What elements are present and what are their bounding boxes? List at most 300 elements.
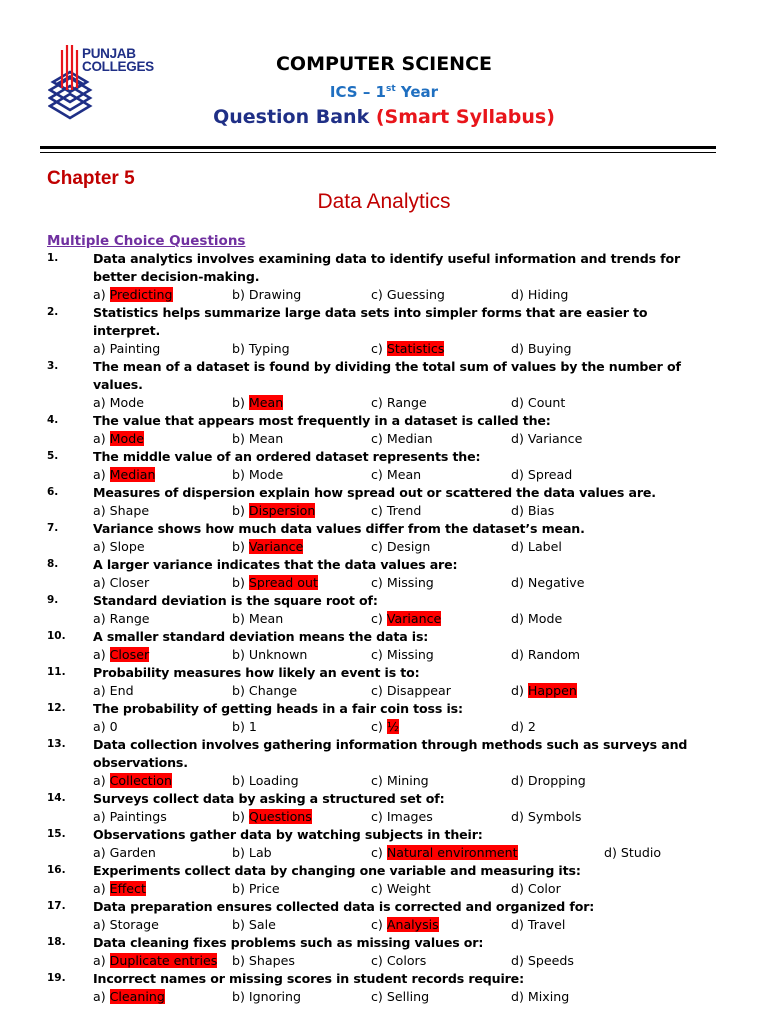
option-letter: d) <box>511 287 528 302</box>
option-d <box>511 880 561 898</box>
option-letter: c) <box>371 647 387 662</box>
option-letter: d) <box>604 845 621 860</box>
option-d <box>511 916 565 934</box>
question-number: 18. <box>47 936 66 948</box>
option-letter: c) <box>371 719 387 734</box>
option-letter: b) <box>232 575 249 590</box>
option-letter: b) <box>232 611 249 626</box>
question-number: 6. <box>47 486 59 498</box>
question-number: 12. <box>47 702 66 714</box>
option-letter: b) <box>232 395 249 410</box>
question-text: The value that appears most frequently in a dataset is called the: <box>93 413 551 428</box>
question-text: Data analytics involves examining data to identify useful information and trends for better decision-making. <box>93 251 681 284</box>
option-text: Negative <box>527 575 585 590</box>
option-text: Change <box>248 683 298 698</box>
option-letter: a) <box>93 575 110 590</box>
option-d <box>511 808 581 826</box>
section-heading: Multiple Choice Questions <box>47 233 246 249</box>
option-text: Spread <box>527 467 573 482</box>
question-number: 8. <box>47 558 59 570</box>
option-a <box>93 844 156 862</box>
option-b <box>232 466 283 484</box>
question-number: 13. <box>47 738 66 750</box>
option-text: Ignoring <box>248 989 301 1004</box>
option-text: Sale <box>248 917 276 932</box>
option-text: Studio <box>620 845 662 860</box>
question-item <box>0 412 768 448</box>
option-text: Price <box>248 881 280 896</box>
option-letter: c) <box>371 431 387 446</box>
question-number: 14. <box>47 792 66 804</box>
option-c <box>371 502 421 520</box>
option-letter: c) <box>371 467 387 482</box>
option-letter: a) <box>93 719 110 734</box>
correct-answer-highlight: Cleaning <box>109 989 165 1004</box>
option-a <box>93 916 159 934</box>
option-letter: b) <box>232 287 249 302</box>
option-text: Mean <box>248 431 284 446</box>
option-text: Mode <box>527 611 563 626</box>
option-b <box>232 682 297 700</box>
option-c <box>371 772 429 790</box>
correct-answer-highlight: Mean <box>248 395 284 410</box>
option-letter: a) <box>93 683 110 698</box>
option-text: 2 <box>527 719 536 734</box>
option-letter: c) <box>371 575 387 590</box>
option-b <box>232 430 283 448</box>
question-text: Incorrect names or missing scores in student records require: <box>93 971 524 986</box>
question-text: Surveys collect data by asking a structured set of: <box>93 791 445 806</box>
option-letter: a) <box>93 341 110 356</box>
option-a <box>93 646 149 664</box>
option-b <box>232 808 312 826</box>
option-text: Range <box>109 611 150 626</box>
option-b <box>232 952 295 970</box>
option-c <box>371 646 434 664</box>
chapter-label: Chapter 5 <box>47 168 135 189</box>
subtitle-prefix: ICS – 1 <box>329 83 386 101</box>
option-text: Garden <box>109 845 156 860</box>
option-text: Hiding <box>527 287 569 302</box>
question-number: 3. <box>47 360 59 372</box>
options-row <box>0 772 768 790</box>
option-c <box>371 682 451 700</box>
option-letter: a) <box>93 395 110 410</box>
option-text: Images <box>386 809 433 824</box>
option-text: Guessing <box>386 287 445 302</box>
option-letter: a) <box>93 539 110 554</box>
option-a <box>93 574 149 592</box>
option-letter: b) <box>232 845 249 860</box>
subtitle-superscript: st <box>385 84 396 94</box>
option-text: Label <box>527 539 562 554</box>
option-letter: b) <box>232 809 249 824</box>
header-divider-thin <box>40 152 716 153</box>
question-text: Statistics helps summarize large data sets into simpler forms that are easier to interpret. <box>93 305 648 338</box>
logo-text-line1: PUNJAB <box>82 46 136 61</box>
option-a <box>93 988 165 1006</box>
option-b <box>232 844 272 862</box>
correct-answer-highlight: Natural environment <box>386 845 518 860</box>
question-number: 11. <box>47 666 66 678</box>
option-c <box>371 844 518 862</box>
options-row <box>0 574 768 592</box>
option-c <box>371 808 433 826</box>
option-letter: c) <box>371 611 387 626</box>
question-number: 17. <box>47 900 66 912</box>
option-c <box>371 988 429 1006</box>
option-text: Closer <box>109 575 150 590</box>
option-letter: c) <box>371 503 387 518</box>
options-row <box>0 538 768 556</box>
question-text: The middle value of an ordered dataset represents the: <box>93 449 481 464</box>
option-a <box>93 286 173 304</box>
option-a <box>93 502 149 520</box>
option-letter: d) <box>511 341 528 356</box>
header-divider-thick <box>40 146 716 149</box>
option-letter: b) <box>232 773 249 788</box>
option-text: Speeds <box>527 953 574 968</box>
option-a <box>93 880 146 898</box>
options-row <box>0 610 768 628</box>
option-d <box>511 466 572 484</box>
option-c <box>371 880 431 898</box>
option-c <box>371 610 441 628</box>
option-letter: a) <box>93 287 110 302</box>
option-letter: d) <box>511 683 528 698</box>
question-item <box>0 898 768 934</box>
option-b <box>232 880 280 898</box>
option-text: Shapes <box>248 953 295 968</box>
option-text: Selling <box>386 989 430 1004</box>
option-text: Variance <box>527 431 583 446</box>
option-text: Disappear <box>386 683 451 698</box>
question-item <box>0 736 768 790</box>
option-text: Bias <box>527 503 555 518</box>
option-d <box>511 502 554 520</box>
option-letter: d) <box>511 575 528 590</box>
options-row <box>0 718 768 736</box>
option-letter: d) <box>511 953 528 968</box>
option-d <box>511 610 562 628</box>
option-letter: c) <box>371 287 387 302</box>
question-number: 7. <box>47 522 59 534</box>
question-number: 19. <box>47 972 66 984</box>
option-text: Symbols <box>527 809 582 824</box>
option-letter: b) <box>232 989 249 1004</box>
option-letter: a) <box>93 917 110 932</box>
option-letter: a) <box>93 431 110 446</box>
option-text: Mode <box>109 395 144 410</box>
qbank-label: Question Bank <box>213 106 376 128</box>
option-b <box>232 718 257 736</box>
option-letter: d) <box>511 719 528 734</box>
option-a <box>93 952 217 970</box>
question-number: 2. <box>47 306 59 318</box>
correct-answer-highlight: Questions <box>248 809 312 824</box>
option-letter: d) <box>511 539 528 554</box>
question-number: 10. <box>47 630 66 642</box>
option-letter: d) <box>511 917 528 932</box>
option-text: Color <box>527 881 561 896</box>
option-text: Drawing <box>248 287 302 302</box>
option-d <box>511 952 574 970</box>
option-letter: b) <box>232 341 249 356</box>
question-text: The probability of getting heads in a fair coin toss is: <box>93 701 463 716</box>
option-d <box>511 682 577 700</box>
option-letter: b) <box>232 917 249 932</box>
question-text: Experiments collect data by changing one variable and measuring its: <box>93 863 581 878</box>
option-d <box>511 772 586 790</box>
correct-answer-highlight: Variance <box>248 539 304 554</box>
question-list <box>0 250 768 1006</box>
option-letter: a) <box>93 989 110 1004</box>
option-d <box>511 718 536 736</box>
option-d <box>511 340 571 358</box>
question-item <box>0 592 768 628</box>
option-text: Count <box>527 395 566 410</box>
option-text: 0 <box>109 719 118 734</box>
option-d <box>511 286 568 304</box>
options-row <box>0 646 768 664</box>
options-row <box>0 466 768 484</box>
option-d <box>511 430 582 448</box>
option-text: Loading <box>248 773 299 788</box>
option-letter: c) <box>371 773 387 788</box>
question-text: Data preparation ensures collected data is corrected and organized for: <box>93 899 595 914</box>
option-letter: d) <box>511 395 528 410</box>
options-row <box>0 988 768 1006</box>
option-text: Unknown <box>248 647 308 662</box>
option-letter: a) <box>93 953 110 968</box>
option-text: 1 <box>248 719 257 734</box>
correct-answer-highlight: Closer <box>109 647 150 662</box>
option-letter: c) <box>371 539 387 554</box>
question-item <box>0 448 768 484</box>
options-row <box>0 880 768 898</box>
subtitle-suffix: Year <box>395 83 439 101</box>
option-letter: b) <box>232 719 249 734</box>
option-letter: a) <box>93 881 110 896</box>
option-text: Missing <box>386 575 434 590</box>
option-letter: d) <box>511 989 528 1004</box>
option-letter: b) <box>232 881 249 896</box>
option-text: Dropping <box>527 773 586 788</box>
question-text: Measures of dispersion explain how spread out or scattered the data values are. <box>93 485 656 500</box>
option-letter: b) <box>232 683 249 698</box>
document-title: COMPUTER SCIENCE <box>275 53 493 75</box>
question-item <box>0 862 768 898</box>
option-letter: a) <box>93 809 110 824</box>
options-row <box>0 682 768 700</box>
option-text: Buying <box>527 341 572 356</box>
correct-answer-highlight: Dispersion <box>248 503 316 518</box>
option-d <box>511 988 569 1006</box>
option-letter: d) <box>511 773 528 788</box>
option-letter: d) <box>511 503 528 518</box>
option-letter: c) <box>371 845 387 860</box>
question-text: Observations gather data by watching subjects in their: <box>93 827 483 842</box>
option-letter: d) <box>511 431 528 446</box>
option-letter: a) <box>93 647 110 662</box>
option-letter: a) <box>93 773 110 788</box>
question-item <box>0 934 768 970</box>
option-letter: c) <box>371 341 387 356</box>
question-text: Probability measures how likely an event is to: <box>93 665 420 680</box>
option-b <box>232 772 299 790</box>
options-row <box>0 286 768 304</box>
question-text: Standard deviation is the square root of: <box>93 593 378 608</box>
option-letter: b) <box>232 467 249 482</box>
option-a <box>93 718 118 736</box>
question-item <box>0 556 768 592</box>
option-text: Weight <box>386 881 431 896</box>
correct-answer-highlight: Analysis <box>386 917 439 932</box>
option-text: Lab <box>248 845 272 860</box>
option-b <box>232 538 303 556</box>
document-subtitle <box>0 83 768 101</box>
option-letter: c) <box>371 953 387 968</box>
option-b <box>232 340 290 358</box>
question-item <box>0 826 768 862</box>
option-a <box>93 466 155 484</box>
option-c <box>371 952 426 970</box>
option-d <box>511 394 565 412</box>
option-a <box>93 340 160 358</box>
option-text: Design <box>386 539 431 554</box>
question-item <box>0 250 768 304</box>
option-c <box>371 718 399 736</box>
option-letter: d) <box>511 647 528 662</box>
options-row <box>0 502 768 520</box>
correct-answer-highlight: Collection <box>109 773 172 788</box>
option-text: End <box>109 683 134 698</box>
option-text: Painting <box>109 341 161 356</box>
options-row <box>0 952 768 970</box>
correct-answer-highlight: Mode <box>109 431 144 446</box>
option-text: Missing <box>386 647 434 662</box>
option-text: Range <box>386 395 427 410</box>
question-text: A larger variance indicates that the data values are: <box>93 557 458 572</box>
option-text: Mean <box>386 467 422 482</box>
option-c <box>371 574 434 592</box>
option-text: Random <box>527 647 581 662</box>
question-number: 4. <box>47 414 59 426</box>
option-text: Trend <box>386 503 422 518</box>
question-number: 16. <box>47 864 66 876</box>
option-text: Mode <box>248 467 284 482</box>
option-c <box>371 394 427 412</box>
option-a <box>93 682 134 700</box>
correct-answer-highlight: Happen <box>527 683 577 698</box>
option-letter: a) <box>93 845 110 860</box>
question-text: A smaller standard deviation means the data is: <box>93 629 429 644</box>
option-letter: b) <box>232 647 249 662</box>
option-d <box>511 538 562 556</box>
option-text: Storage <box>109 917 159 932</box>
option-b <box>232 610 283 628</box>
option-text: Slope <box>109 539 145 554</box>
option-text: Mining <box>386 773 429 788</box>
question-bank-heading <box>0 106 768 128</box>
option-d <box>511 646 580 664</box>
option-a <box>93 394 144 412</box>
option-letter: c) <box>371 809 387 824</box>
question-text: Variance shows how much data values differ from the dataset’s mean. <box>93 521 585 536</box>
question-item <box>0 304 768 358</box>
option-c <box>371 538 430 556</box>
question-number: 5. <box>47 450 59 462</box>
option-text: Mixing <box>527 989 570 1004</box>
option-b <box>232 916 276 934</box>
option-text: Travel <box>527 917 566 932</box>
question-item <box>0 664 768 700</box>
option-letter: c) <box>371 881 387 896</box>
option-c <box>371 916 439 934</box>
option-letter: c) <box>371 917 387 932</box>
option-c <box>371 466 421 484</box>
option-letter: d) <box>511 809 528 824</box>
correct-answer-highlight: Effect <box>109 881 146 896</box>
option-letter: a) <box>93 611 110 626</box>
option-d <box>511 574 584 592</box>
options-row <box>0 394 768 412</box>
option-text: Shape <box>109 503 150 518</box>
correct-answer-highlight: Variance <box>386 611 442 626</box>
options-row <box>0 430 768 448</box>
option-letter: b) <box>232 539 249 554</box>
options-row <box>0 808 768 826</box>
option-b <box>232 286 301 304</box>
option-a <box>93 772 172 790</box>
option-letter: a) <box>93 467 110 482</box>
question-item <box>0 520 768 556</box>
question-item <box>0 970 768 1006</box>
option-text: Paintings <box>109 809 167 824</box>
option-letter: b) <box>232 953 249 968</box>
option-a <box>93 538 145 556</box>
option-a <box>93 430 144 448</box>
question-item <box>0 628 768 664</box>
option-letter: c) <box>371 683 387 698</box>
options-row <box>0 916 768 934</box>
question-item <box>0 484 768 520</box>
option-text: Mean <box>248 611 284 626</box>
option-a <box>93 808 167 826</box>
correct-answer-highlight: Statistics <box>386 341 445 356</box>
option-c <box>371 340 444 358</box>
chapter-title: Data Analytics <box>317 190 451 213</box>
question-item <box>0 358 768 412</box>
correct-answer-highlight: ½ <box>386 719 400 734</box>
option-letter: d) <box>511 467 528 482</box>
option-d <box>604 844 661 862</box>
option-b <box>232 574 318 592</box>
option-c <box>371 430 433 448</box>
question-number: 9. <box>47 594 59 606</box>
correct-answer-highlight: Duplicate entries <box>109 953 218 968</box>
question-number: 15. <box>47 828 66 840</box>
question-text: Data cleaning fixes problems such as missing values or: <box>93 935 484 950</box>
option-text: Median <box>386 431 433 446</box>
option-letter: b) <box>232 431 249 446</box>
options-row <box>0 844 768 862</box>
option-c <box>371 286 445 304</box>
option-letter: d) <box>511 881 528 896</box>
option-letter: a) <box>93 503 110 518</box>
option-b <box>232 394 283 412</box>
question-text: Data collection involves gathering information through methods such as surveys and observations. <box>93 737 688 770</box>
